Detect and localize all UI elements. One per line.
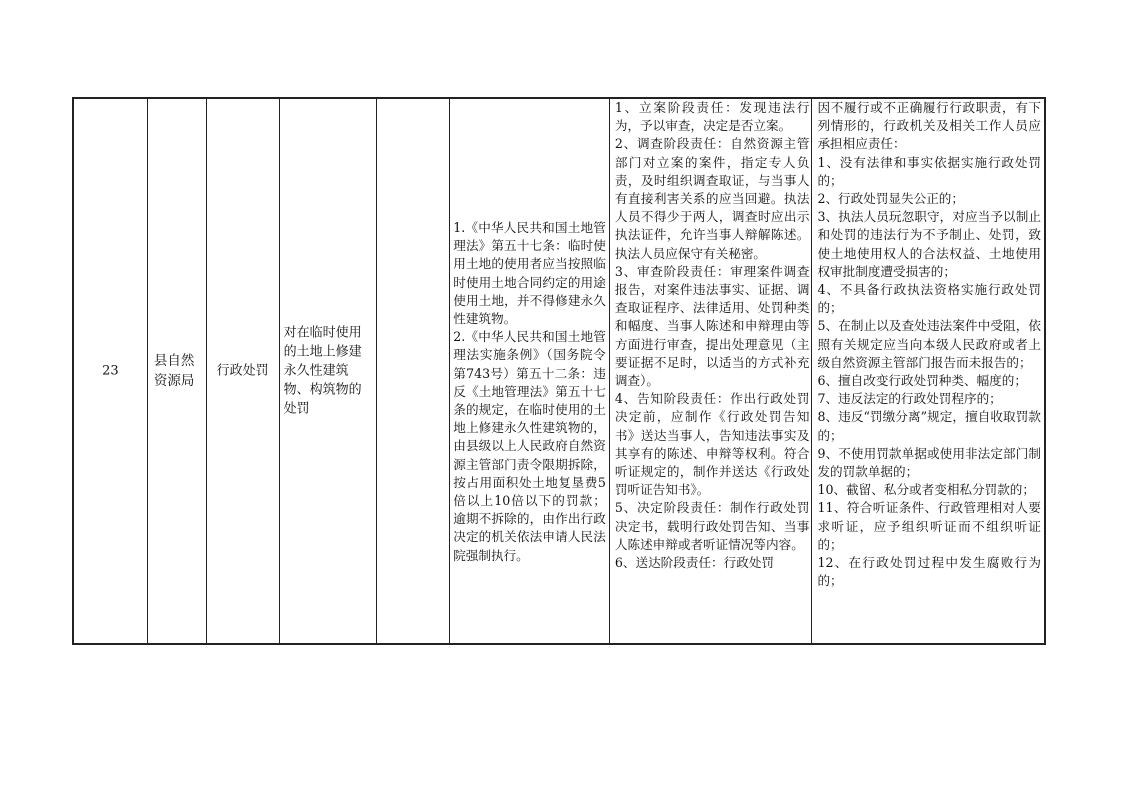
responsibility-paragraph: 3、审查阶段责任：审理案件调查报告，对案件违法事实、证据、调查取证程序、法律适用、处罚种类和幅度、当事人陈述和申辩理由等方面进行审查，提出处理意见（主要证据不足时，以适当的方式补充调查）。 xyxy=(614,263,810,389)
seq-cell xyxy=(74,99,148,643)
legal-basis-cell xyxy=(450,99,610,643)
power-item-name: 对在临时使用的土地上修建永久性建筑物、构筑物的处罚 xyxy=(283,325,362,417)
department-name: 县自然资源局 xyxy=(153,353,195,389)
legal-basis-paragraph: 1.《中华人民共和国土地管理法》第五十七条：临时使用土地的使用者应当按照临时使用土地合同约定的用途使用土地，并不得修建永久性建筑物。 xyxy=(453,220,606,327)
responsibility-paragraph: 1、立案阶段责任：发现违法行为，予以审查，决定是否立案。 xyxy=(614,100,810,134)
seq-number: 23 xyxy=(102,363,119,379)
accountability-paragraph: 12、在行政处罚过程中发生腐败行为的； xyxy=(817,555,1041,589)
accountability-paragraph: 2、行政处罚显失公正的； xyxy=(817,191,964,207)
duty-list-table xyxy=(72,97,1046,645)
accountability-cell xyxy=(812,99,1044,643)
accountability-paragraph: 3、执法人员玩忽职守，对应当予以制止和处罚的违法行为不予制止、处罚，致使土地使用权人的合法权益、土地使用权审批制度遭受损害的； xyxy=(817,209,1041,279)
accountability-paragraph: 9、不使用罚款单据或使用非法定部门制发的罚款单据的； xyxy=(817,445,1041,480)
accountability-paragraph: 6、擅自改变行政处罚种类、幅度的； xyxy=(817,373,1027,389)
responsibility-text xyxy=(615,99,810,572)
accountability-paragraph: 10、截留、私分或者变相私分罚款的； xyxy=(817,482,1035,498)
legal-basis-text xyxy=(453,219,606,565)
item-cell xyxy=(280,99,378,643)
power-category: 行政处罚 xyxy=(216,363,269,379)
accountability-paragraph: 11、符合听证条件、行政管理相对人要求听证，应予组织听证而不组织听证的； xyxy=(817,500,1041,552)
accountability-paragraph: 因不履行或不正确履行行政职责，有下列情形的，行政机关及相关工作人员应承担相应责任： xyxy=(817,100,1041,152)
legal-basis-paragraph: 2.《中华人民共和国土地管理法实施条例》（国务院令第743号）第五十二条：违反《土地管理法》第五十七条的规定，在临时使用的土地上修建永久性建筑物的，由县级以上人民政府自然资源主管部门责令限期拆除，按占用面积处土地复垦费5倍以上10倍以下的罚款；逾期不拆除的，由作出行政决定的机关依法申请人民法院强制执行。 xyxy=(453,329,606,563)
accountability-paragraph: 1、没有法律和事实依据实施行政处罚的； xyxy=(817,154,1041,188)
responsibility-paragraph: 6、送达阶段责任：行政处罚 xyxy=(614,555,775,571)
sub-item-cell xyxy=(377,99,450,643)
category-cell xyxy=(207,99,280,643)
department-cell xyxy=(148,99,207,643)
accountability-text xyxy=(817,99,1041,590)
accountability-paragraph: 4、不具备行政执法资格实施行政处罚的； xyxy=(817,282,1041,316)
responsibility-paragraph: 5、决定阶段责任：制作行政处罚决定书，载明行政处罚告知、当事人陈述申辩或者听证情况等内容。 xyxy=(614,500,810,552)
responsibility-cell xyxy=(610,99,813,643)
accountability-paragraph: 7、违反法定的行政处罚程序的； xyxy=(817,391,1002,407)
responsibility-paragraph: 2、调查阶段责任：自然资源主管部门对立案的案件，指定专人负责，及时组织调查取证，与当事人有直接利害关系的应当回避。执法人员不得少于两人，调查时应出示执法证件，允许当事人辩解陈述。执法人员应保守有关秘密。 xyxy=(614,136,810,261)
accountability-paragraph: 8、违反“罚缴分离”规定，擅自收取罚款的； xyxy=(817,409,1041,443)
responsibility-paragraph: 4、告知阶段责任：作出行政处罚决定前，应制作《行政处罚告知书》送达当事人，告知违法事实及其享有的陈述、申辩等权利。符合听证规定的，制作并送达《行政处罚听证告知书》。 xyxy=(614,391,810,498)
accountability-paragraph: 5、在制止以及查处违法案件中受阻，依照有关规定应当向本级人民政府或者上级自然资源主管部门报告而未报告的； xyxy=(817,318,1041,370)
